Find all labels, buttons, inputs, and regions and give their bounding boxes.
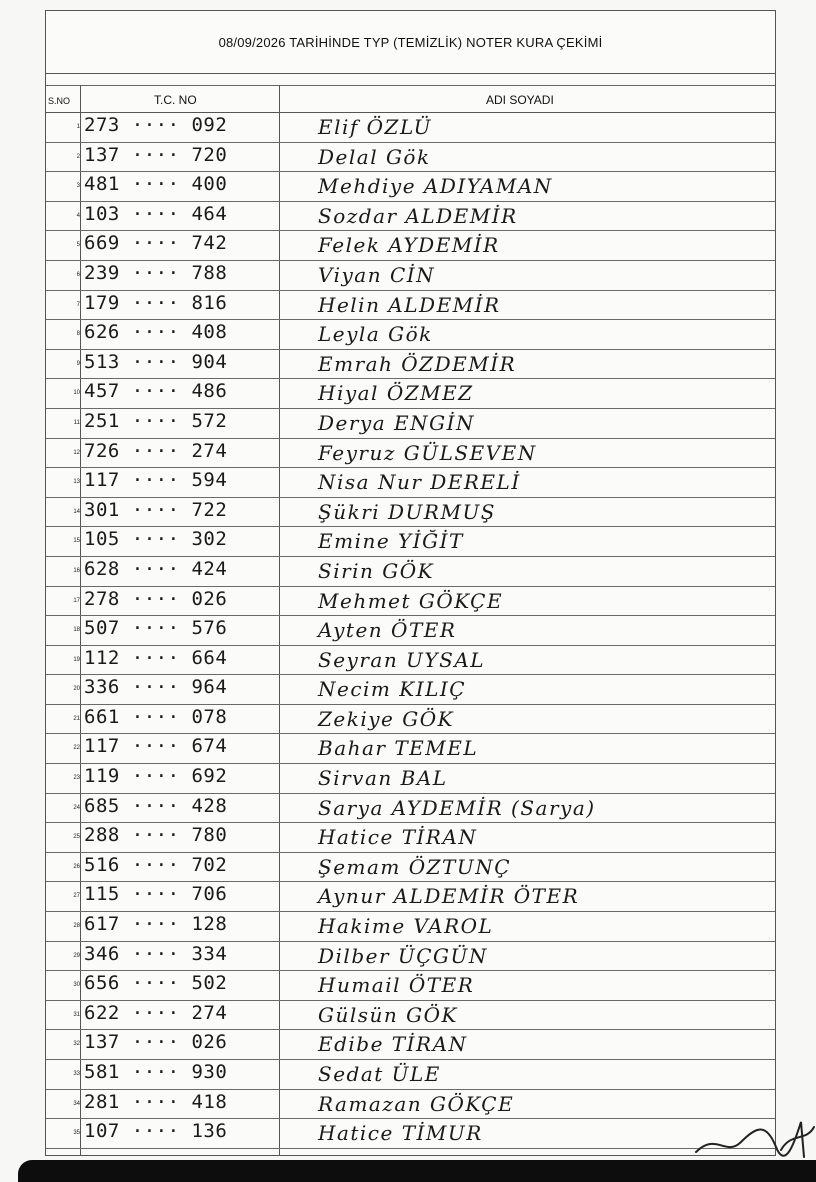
column-header-name: ADI SOYADI — [486, 93, 554, 107]
table-row — [46, 823, 775, 853]
full-name: Edibe TİRAN — [318, 1032, 468, 1057]
full-name: Viyan CİN — [318, 262, 436, 287]
row-number: 27 — [73, 893, 80, 900]
tc-number: 513 ···· 904 — [84, 350, 228, 373]
table-row — [46, 705, 775, 735]
table-row — [46, 882, 775, 912]
table-row — [46, 439, 775, 469]
full-name: Sozdar ALDEMİR — [318, 203, 518, 228]
tc-number: 346 ···· 334 — [84, 942, 228, 965]
tc-number: 726 ···· 274 — [84, 439, 228, 462]
row-number: 3 — [76, 183, 80, 190]
row-number: 17 — [73, 597, 80, 604]
signature-mark — [686, 1102, 816, 1162]
table-body — [46, 113, 775, 1149]
row-number: 15 — [73, 538, 80, 545]
row-number: 12 — [73, 449, 80, 456]
row-number: 10 — [73, 390, 80, 397]
full-name: Humail ÖTER — [318, 973, 475, 998]
row-number: 30 — [73, 982, 80, 989]
full-name: Zekiye GÖK — [318, 706, 455, 731]
document-title: 08/09/2026 TARİHİNDE TYP (TEMİZLİK) NOTER KURA ÇEKİMİ — [46, 11, 775, 74]
full-name: Mehdiye ADIYAMAN — [318, 174, 553, 199]
table-row — [46, 231, 775, 261]
full-name: Gülsün GÖK — [318, 1002, 458, 1027]
full-name: Dilber ÜÇGÜN — [318, 943, 488, 968]
tc-number: 622 ···· 274 — [84, 1001, 228, 1024]
table-row — [46, 1060, 775, 1090]
row-number: 29 — [73, 952, 80, 959]
table-row — [46, 113, 775, 143]
tc-number: 581 ···· 930 — [84, 1061, 228, 1083]
tc-number: 117 ···· 594 — [84, 469, 228, 492]
tc-number: 251 ···· 572 — [84, 409, 228, 432]
table-row — [46, 261, 775, 291]
table-row — [46, 350, 775, 380]
full-name: Sirin GÖK — [318, 558, 435, 583]
tc-number: 617 ···· 128 — [84, 913, 228, 936]
table-row — [46, 468, 775, 498]
column-header-tc-no: T.C. NO — [154, 93, 197, 107]
tc-number: 137 ···· 720 — [84, 143, 228, 166]
table-row — [46, 1119, 775, 1149]
full-name: Ayten ÖTER — [318, 618, 457, 643]
full-name: Aynur ALDEMİR ÖTER — [318, 884, 580, 909]
table-row — [46, 1030, 775, 1060]
row-number: 28 — [73, 923, 80, 930]
tc-number: 685 ···· 428 — [84, 794, 228, 817]
table-row — [46, 320, 775, 350]
row-number: 14 — [73, 508, 80, 515]
table-row — [46, 379, 775, 409]
row-number: 2 — [76, 153, 80, 160]
table-row — [46, 734, 775, 764]
bottom-edge-bar — [18, 1160, 816, 1182]
table-row — [46, 202, 775, 232]
full-name: Emrah ÖZDEMİR — [318, 351, 517, 376]
table-row — [46, 675, 775, 705]
row-number: 35 — [73, 1130, 80, 1137]
full-name: Şükri DURMUŞ — [318, 499, 496, 524]
tc-number: 457 ···· 486 — [84, 380, 228, 403]
row-number: 21 — [73, 715, 80, 722]
table-row — [46, 616, 775, 646]
full-name: Hiyal ÖZMEZ — [318, 381, 474, 406]
row-number: 4 — [76, 212, 80, 219]
table-row — [46, 912, 775, 942]
tc-number: 626 ···· 408 — [84, 321, 228, 344]
tc-number: 112 ···· 664 — [84, 646, 228, 669]
row-number: 34 — [73, 1100, 80, 1107]
row-number: 16 — [73, 567, 80, 574]
row-number: 22 — [73, 745, 80, 752]
tc-number: 103 ···· 464 — [84, 202, 228, 225]
lottery-sheet — [45, 10, 776, 1156]
table-header — [46, 85, 775, 113]
full-name: Ramazan GÖKÇE — [318, 1091, 515, 1116]
tc-number: 661 ···· 078 — [84, 705, 228, 728]
full-name: Sedat ÜLE — [318, 1062, 441, 1086]
table-row — [46, 143, 775, 173]
full-name: Nisa Nur DERELİ — [318, 470, 521, 495]
table-row — [46, 587, 775, 617]
full-name: Sirvan BAL — [318, 766, 448, 791]
tc-number: 336 ···· 964 — [84, 676, 228, 699]
tc-number: 278 ···· 026 — [84, 587, 228, 610]
table-row — [46, 764, 775, 794]
full-name: Elif ÖZLÜ — [318, 115, 432, 139]
row-number: 11 — [73, 419, 80, 426]
full-name: Şemam ÖZTUNÇ — [318, 854, 512, 879]
table-row — [46, 1090, 775, 1120]
tc-number: 288 ···· 780 — [84, 824, 228, 847]
table-row — [46, 291, 775, 321]
row-number: 32 — [73, 1041, 80, 1048]
row-number: 25 — [73, 834, 80, 841]
full-name: Emine YİĞİT — [318, 529, 464, 554]
row-number: 20 — [73, 686, 80, 693]
full-name: Hatice TİRAN — [318, 825, 478, 850]
tc-number: 115 ···· 706 — [84, 883, 228, 906]
table-row — [46, 409, 775, 439]
full-name: Mehmet GÖKÇE — [318, 588, 504, 613]
tc-number: 179 ···· 816 — [84, 291, 228, 314]
row-number: 13 — [73, 479, 80, 486]
table-row — [46, 557, 775, 587]
full-name: Hakime VAROL — [318, 914, 494, 939]
tc-number: 628 ···· 424 — [84, 557, 228, 580]
tc-number: 301 ···· 722 — [84, 498, 228, 521]
table-row — [46, 172, 775, 202]
tc-number: 281 ···· 418 — [84, 1090, 228, 1113]
table-row — [46, 498, 775, 528]
row-number: 8 — [76, 331, 80, 338]
row-number: 5 — [76, 242, 80, 249]
row-number: 18 — [73, 627, 80, 634]
full-name: Leyla Gök — [318, 322, 433, 347]
table-row — [46, 646, 775, 676]
full-name: Delal Gök — [318, 144, 431, 169]
row-number: 31 — [73, 1011, 80, 1018]
full-name: Bahar TEMEL — [318, 736, 479, 761]
table-row — [46, 527, 775, 557]
full-name: Seyran UYSAL — [318, 647, 486, 672]
full-name: Hatice TİMUR — [318, 1121, 483, 1146]
table-row — [46, 794, 775, 824]
tc-number: 239 ···· 788 — [84, 261, 228, 284]
full-name: Feyruz GÜLSEVEN — [318, 440, 537, 465]
tc-number: 105 ···· 302 — [84, 528, 228, 551]
row-number: 33 — [73, 1071, 80, 1077]
tc-number: 481 ···· 400 — [84, 173, 228, 196]
table-row — [46, 1001, 775, 1031]
tc-number: 273 ···· 092 — [84, 114, 228, 136]
full-name: Necim KILIÇ — [318, 677, 467, 702]
tc-number: 137 ···· 026 — [84, 1031, 228, 1054]
tc-number: 516 ···· 702 — [84, 853, 228, 876]
full-name: Sarya AYDEMİR (Sarya) — [318, 795, 596, 820]
tc-number: 117 ···· 674 — [84, 735, 228, 758]
row-number: 24 — [73, 804, 80, 811]
tc-number: 656 ···· 502 — [84, 972, 228, 995]
row-number: 26 — [73, 863, 80, 870]
row-number: 6 — [76, 271, 80, 278]
table-row — [46, 853, 775, 883]
tc-number: 119 ···· 692 — [84, 765, 228, 788]
full-name: Derya ENGİN — [318, 410, 475, 435]
row-number: 7 — [76, 301, 80, 308]
full-name: Helin ALDEMİR — [318, 292, 501, 317]
full-name: Felek AYDEMİR — [318, 233, 500, 258]
tc-number: 669 ···· 742 — [84, 232, 228, 255]
row-number: 9 — [76, 360, 80, 367]
tc-number: 507 ···· 576 — [84, 617, 228, 640]
row-number: 19 — [73, 656, 80, 663]
table-row — [46, 942, 775, 972]
table-row — [46, 971, 775, 1001]
row-number: 23 — [73, 775, 80, 782]
column-header-sno: S.NO — [48, 96, 71, 106]
tc-number: 107 ···· 136 — [84, 1120, 228, 1143]
row-number: 1 — [76, 124, 80, 130]
